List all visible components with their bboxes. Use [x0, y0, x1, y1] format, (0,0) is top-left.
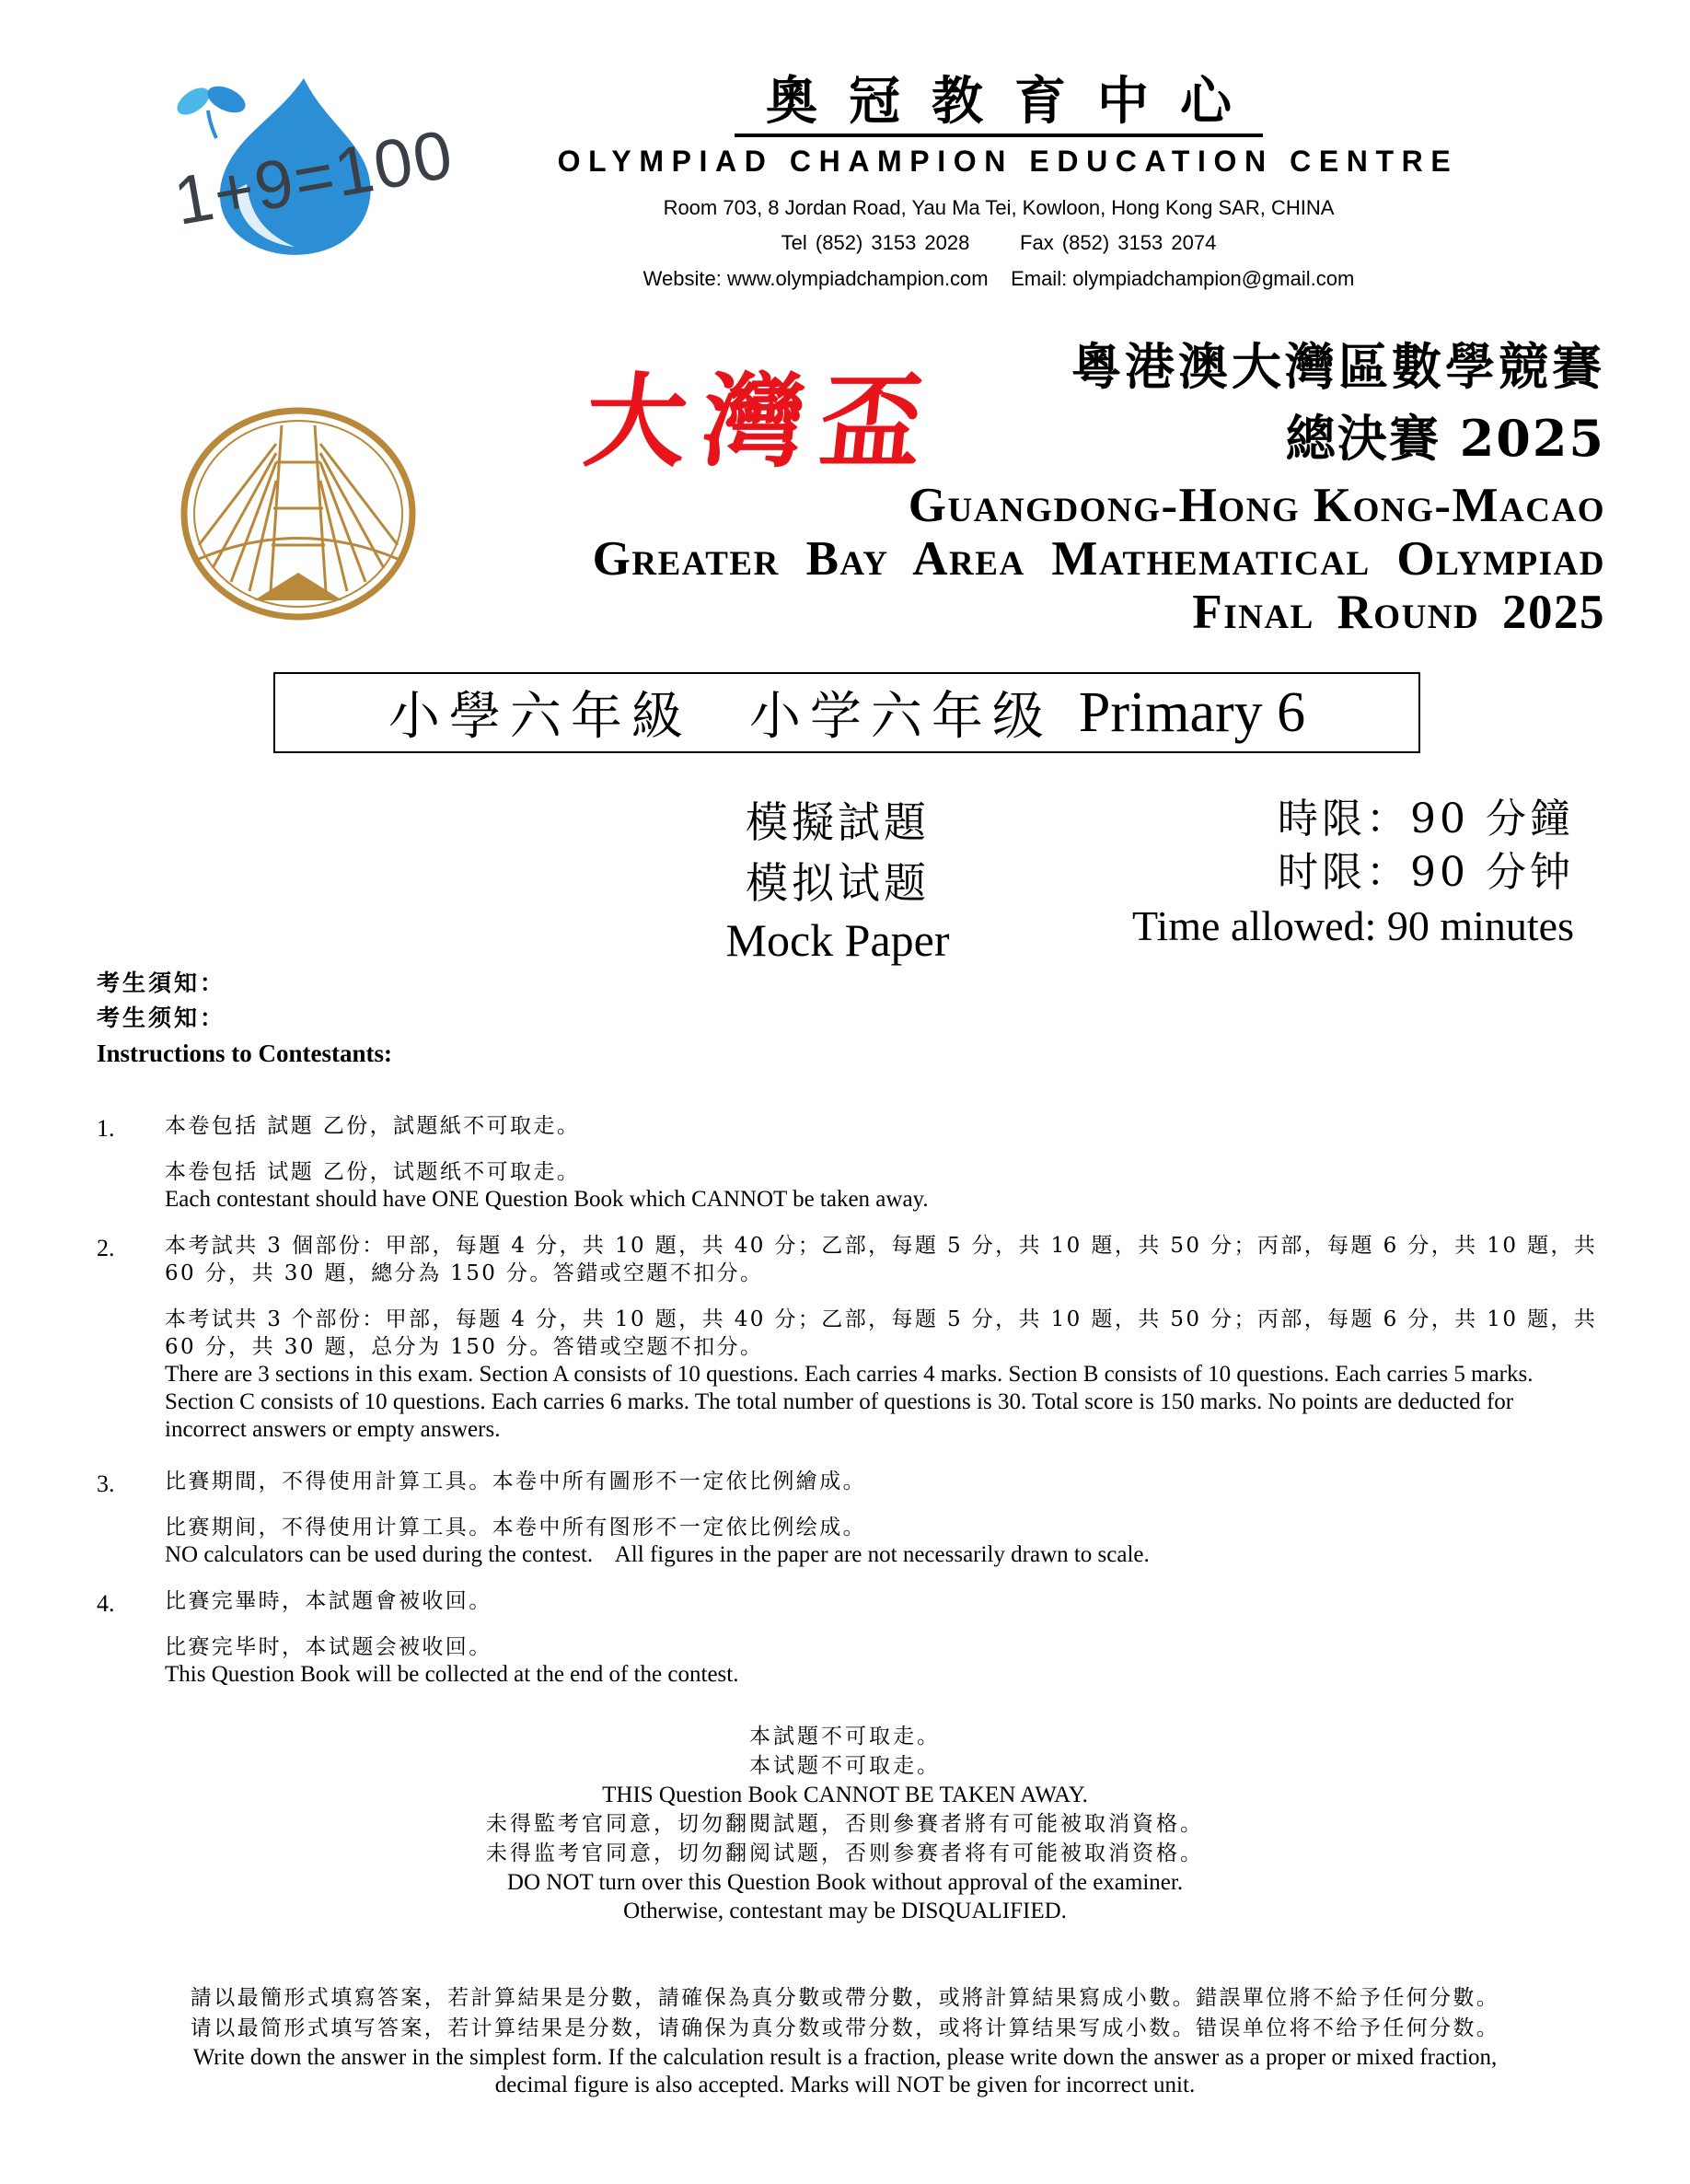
instruction-item [165, 1232, 1601, 1444]
notice-line3-en: Otherwise, contestant may be DISQUALIFIED. [623, 1899, 1067, 1923]
instruction-number: 1. [97, 1115, 115, 1142]
instruction-text-sc: 比赛期间，不得使用计算工具。本卷中所有图形不一定依比例绘成。 [165, 1516, 866, 1539]
paper-type-tc: 模擬試題 [746, 797, 930, 847]
instruction-text-tc: 本卷包括 試題 乙份，試題紙不可取走。 [165, 1114, 581, 1138]
instruction-text-en: NO calculators can be used during the contest. All figures in the paper are not necessarily drawn to scale. [165, 1542, 1150, 1567]
instruction-text-en: There are 3 sections in this exam. Section A consists of 10 questions. Each carries 4 marks. Section B consists of 10 questions. Each carries 5 marks. Section C consists of 10 questions. Each carries 6 marks. The total number of questions is 30. Total score is 150 marks. No points are deducted for incorrect answers or empty answers. [165, 1362, 1534, 1442]
notice-line1-sc: 本试题不可取走。 [749, 1754, 941, 1778]
bridge-seal-graphic [180, 407, 416, 621]
competition-name-cn: 粵港澳大灣區數學競賽 [1071, 337, 1605, 396]
instruction-text-tc: 本考試共 3 個部份：甲部，每題 4 分，共 10 題，共 40 分；乙部，每題 5 分，共 10 題，共 50 分；丙部，每題 6 分，共 10 題，共 60 分，共 30 題，總分為 150 分。答錯或空題不扣分。 [165, 1234, 1598, 1285]
competition-name-en-line1: Guangdong-Hong Kong-Macao [908, 479, 1605, 532]
instruction-item [165, 1587, 1601, 1689]
answer-note-tc: 請以最簡形式填寫答案，若計算結果是分數，請確保為真分數或帶分數，或將計算結果寫成小數。錯誤單位將不給予任何分數。 [190, 1986, 1500, 2010]
cup-name: 大灣盃 [579, 362, 945, 481]
time-allowed-en: Time allowed: 90 minutes [1131, 902, 1574, 949]
time-allowed-tc: 時限：90 分鐘 [1278, 796, 1574, 842]
instruction-text-sc: 本考试共 3 个部份：甲部，每题 4 分，共 10 题，共 40 分；乙部，每题 5 分，共 10 题，共 50 分；丙部，每题 6 分，共 10 题，共 60 分，共 30 题，总分为 150 分。答错或空题不扣分。 [165, 1307, 1598, 1359]
instruction-item [165, 1112, 1601, 1214]
centre-website-email: Website: www.olympiadchampion.com Email: olympiadchampion@gmail.com [642, 267, 1355, 290]
bridge-seal-emblem [180, 407, 416, 621]
notice-line1-tc: 本試題不可取走。 [749, 1725, 941, 1748]
centre-logo [166, 74, 497, 267]
instruction-number: 2. [97, 1235, 115, 1261]
time-allowed-sc: 时限：90 分钟 [1278, 849, 1574, 896]
grade-en: Primary 6 [1078, 680, 1306, 744]
exam-notice [0, 1722, 1690, 1925]
notice-line2-tc: 未得監考官同意，切勿翻閱試題，否則參賽者將有可能被取消資格。 [486, 1812, 1204, 1836]
instruction-text-tc: 比賽期間，不得使用計算工具。本卷中所有圖形不一定依比例繪成。 [165, 1470, 866, 1493]
grade-box [273, 672, 1420, 753]
grade-tc: 小學六年級 [388, 687, 692, 747]
answer-format-note [0, 1983, 1690, 2099]
instructions-heading-en: Instructions to Contestants: [97, 1040, 393, 1067]
answer-note-en-line2: decimal figure is also accepted. Marks will NOT be given for incorrect unit. [494, 2073, 1196, 2097]
paper-type-sc: 模拟试题 [746, 858, 930, 908]
instruction-number: 4. [97, 1590, 115, 1617]
instruction-text-en: Each contestant should have ONE Question Book which CANNOT be taken away. [165, 1187, 929, 1212]
centre-phone-fax: Tel (852) 3153 2028 Fax (852) 3153 2074 [781, 231, 1217, 254]
grade-sc: 小学六年级 [748, 687, 1053, 747]
instruction-item [165, 1468, 1601, 1569]
competition-final-en: Final Round 2025 [1192, 586, 1605, 639]
instruction-text-sc: 比赛完毕时，本试题会被收回。 [165, 1635, 492, 1659]
competition-final-cn: 總決賽 2025 [1285, 409, 1605, 468]
instruction-text-tc: 比賽完畢時，本試題會被收回。 [165, 1589, 492, 1613]
centre-name-en: OLYMPIAD CHAMPION EDUCATION CENTRE [557, 145, 1459, 178]
notice-line1-en: THIS Question Book CANNOT BE TAKEN AWAY. [602, 1783, 1088, 1807]
centre-address: Room 703, 8 Jordan Road, Yau Ma Tei, Kowloon, Hong Kong SAR, CHINA [663, 196, 1335, 219]
notice-line2-sc: 未得监考官同意，切勿翻阅试题，否则参赛者将有可能被取消资格。 [486, 1841, 1204, 1865]
notice-line2-en: DO NOT turn over this Question Book without approval of the examiner. [506, 1870, 1184, 1895]
paper-type-en: Mock Paper [725, 914, 950, 966]
answer-note-en-line1: Write down the answer in the simplest form. If the calculation result is a fraction, please write down the answer as a proper or mixed fraction, [192, 2045, 1498, 2070]
instruction-text-en: This Question Book will be collected at the end of the contest. [165, 1662, 739, 1687]
competition-name-en-line2: Greater Bay Area Mathematical Olympiad [592, 532, 1605, 586]
instructions-heading-sc: 考生须知： [97, 1005, 226, 1031]
instructions-heading-tc: 考生須知： [97, 970, 226, 996]
instruction-number: 3. [97, 1470, 115, 1497]
logo-equation: 1+9=100 [168, 115, 460, 239]
instruction-text-sc: 本卷包括 试题 乙份，试题纸不可取走。 [165, 1160, 581, 1184]
answer-note-sc: 请以最简形式填写答案，若计算结果是分数，请确保为真分数或带分数，或将计算结果写成小数。错误单位将不给予任何分数。 [190, 2016, 1500, 2040]
centre-name-cn: 奧冠教育中心 [479, 72, 1519, 131]
